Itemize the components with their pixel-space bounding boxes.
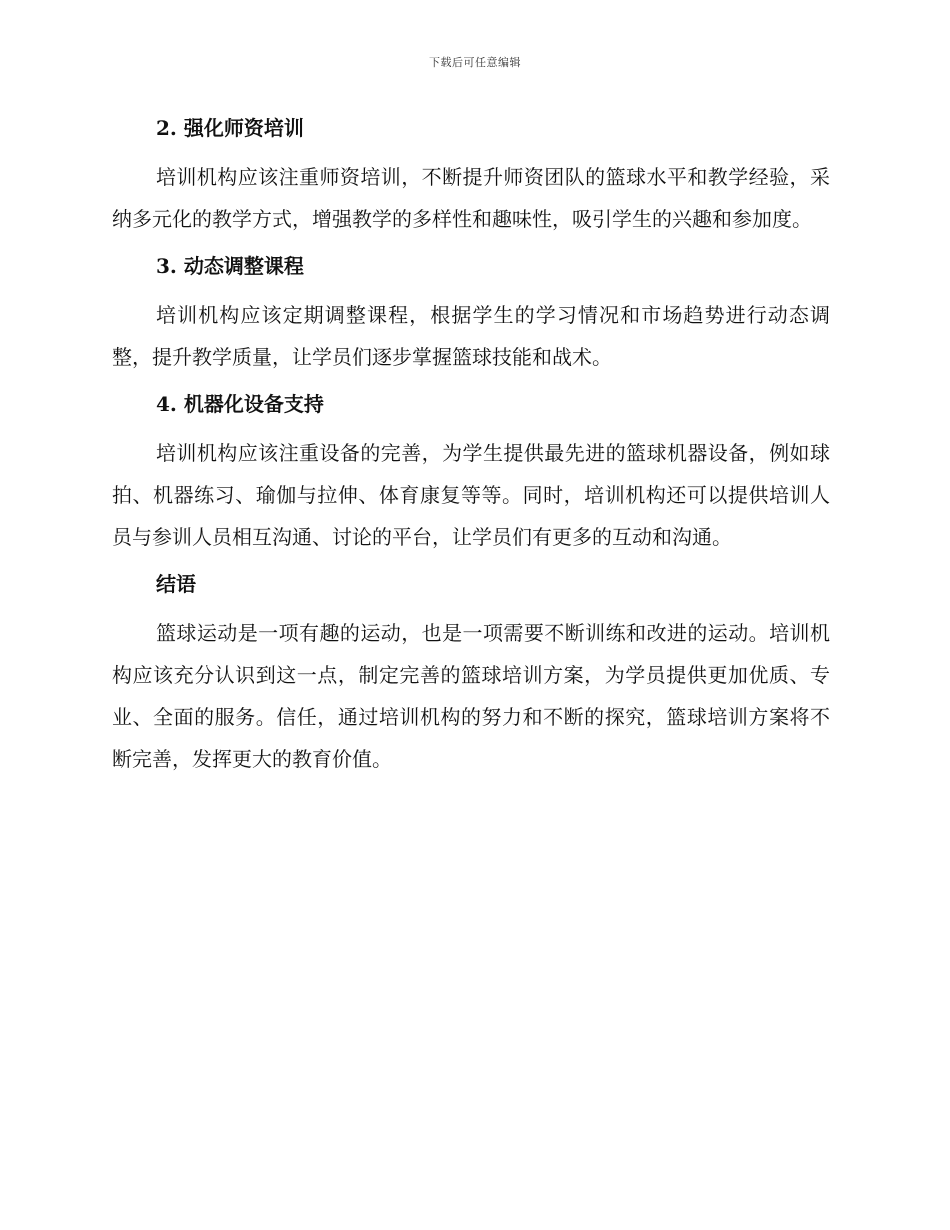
section-course-adjustment — [112, 248, 830, 378]
section-heading: 2. 强化师资培训 — [156, 116, 304, 140]
section-equipment-support — [112, 386, 830, 558]
page-header: 下载后可任意编辑 — [429, 56, 521, 69]
section-heading: 3. 动态调整课程 — [156, 254, 304, 278]
section-heading: 4. 机器化设备支持 — [156, 392, 324, 416]
document-body — [112, 110, 830, 780]
section-paragraph: 培训机构应该注重设备的完善，为学生提供最先进的篮球机器设备，例如球拍、机器练习、瑜伽与拉伸、体育康复等等。同时，培训机构还可以提供培训人员与参训人员相互沟通、讨论的平台，让学员们有更多的互动和沟通。 — [112, 441, 830, 549]
section-paragraph: 培训机构应该注重师资培训，不断提升师资团队的篮球水平和教学经验，采纳多元化的教学方式，增强教学的多样性和趣味性，吸引学生的兴趣和参加度。 — [112, 165, 830, 231]
section-conclusion — [112, 566, 830, 780]
section-paragraph: 培训机构应该定期调整课程，根据学生的学习情况和市场趋势进行动态调整，提升教学质量，让学员们逐步掌握篮球技能和战术。 — [112, 303, 830, 369]
section-paragraph: 篮球运动是一项有趣的运动，也是一项需要不断训练和改进的运动。培训机构应该充分认识到这一点，制定完善的篮球培训方案，为学员提供更加优质、专业、全面的服务。信任，通过培训机构的努力和不断的探究，篮球培训方案将不断完善，发挥更大的教育价值。 — [112, 621, 830, 771]
section-heading: 结语 — [156, 572, 196, 596]
section-teacher-training — [112, 110, 830, 240]
